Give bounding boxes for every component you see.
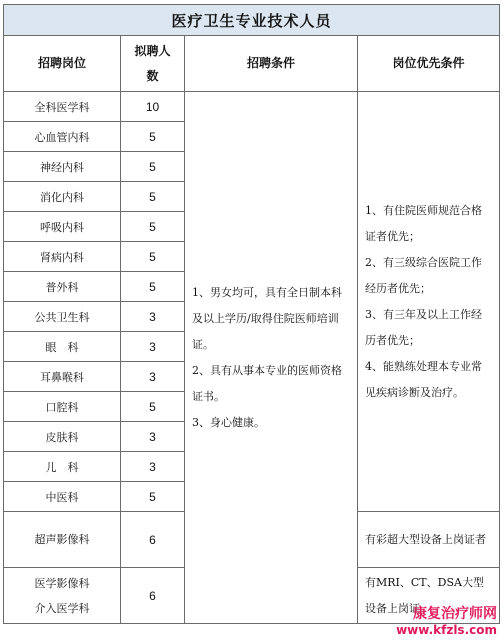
- cell-ultrasound-note: 有彩超大型设备上岗证者: [358, 512, 500, 568]
- cell-position: 消化内科: [4, 182, 121, 212]
- cell-position: 肾病内科: [4, 242, 121, 272]
- cell-count: 10: [121, 92, 185, 122]
- table-body: [4, 92, 500, 624]
- cell-position: 中医科: [4, 482, 121, 512]
- watermark: [396, 606, 497, 638]
- header-position: 招聘岗位: [4, 36, 121, 92]
- cell-position: 普外科: [4, 272, 121, 302]
- table-title: 医疗卫生专业技术人员: [4, 5, 500, 36]
- cell-position: 医学影像科 介入医学科: [4, 568, 121, 624]
- cell-count: 5: [121, 182, 185, 212]
- cell-count: 3: [121, 362, 185, 392]
- recruitment-table: [3, 4, 500, 624]
- cell-count: 3: [121, 302, 185, 332]
- cell-position: 耳鼻喉科: [4, 362, 121, 392]
- cell-count: 5: [121, 482, 185, 512]
- cell-position: 呼吸内科: [4, 212, 121, 242]
- cell-count: 5: [121, 122, 185, 152]
- cell-position: 皮肤科: [4, 422, 121, 452]
- cell-position: 心血管内科: [4, 122, 121, 152]
- cell-position: 公共卫生科: [4, 302, 121, 332]
- cell-position: 儿 科: [4, 452, 121, 482]
- header-requirements: 招聘条件: [185, 36, 358, 92]
- header-preferences: 岗位优先条件: [358, 36, 500, 92]
- cell-imaging-note: 有MRI、CT、DSA大型设备上岗证: [358, 568, 500, 624]
- cell-preferences: 1、有住院医师规范合格证者优先； 2、有三级综合医院工作经历者优先； 3、有三年及以上工作经历者优先； 4、能熟练处理本专业常见疾病诊断及治疗。: [358, 92, 500, 512]
- cell-count: 5: [121, 152, 185, 182]
- cell-position: 眼 科: [4, 332, 121, 362]
- cell-count: 5: [121, 392, 185, 422]
- header-count: 拟聘人数: [121, 36, 185, 92]
- cell-count: 5: [121, 272, 185, 302]
- cell-count: 5: [121, 242, 185, 272]
- cell-position: 超声影像科: [4, 512, 121, 568]
- cell-position: 神经内科: [4, 152, 121, 182]
- cell-count: 5: [121, 212, 185, 242]
- cell-count: 6: [121, 568, 185, 624]
- cell-count: 3: [121, 332, 185, 362]
- watermark-url: www.kfzls.com: [396, 623, 497, 637]
- cell-count: 6: [121, 512, 185, 568]
- cell-count: 3: [121, 422, 185, 452]
- cell-count: 3: [121, 452, 185, 482]
- watermark-name: 康复治疗师网: [413, 606, 497, 622]
- cell-requirements: 1、男女均可，具有全日制本科及以上学历/取得住院医师培训证。 2、具有从事本专业的医师资格证书。 3、身心健康。: [185, 92, 358, 624]
- cell-position: 口腔科: [4, 392, 121, 422]
- cell-position: 全科医学科: [4, 92, 121, 122]
- table-row: [4, 92, 500, 122]
